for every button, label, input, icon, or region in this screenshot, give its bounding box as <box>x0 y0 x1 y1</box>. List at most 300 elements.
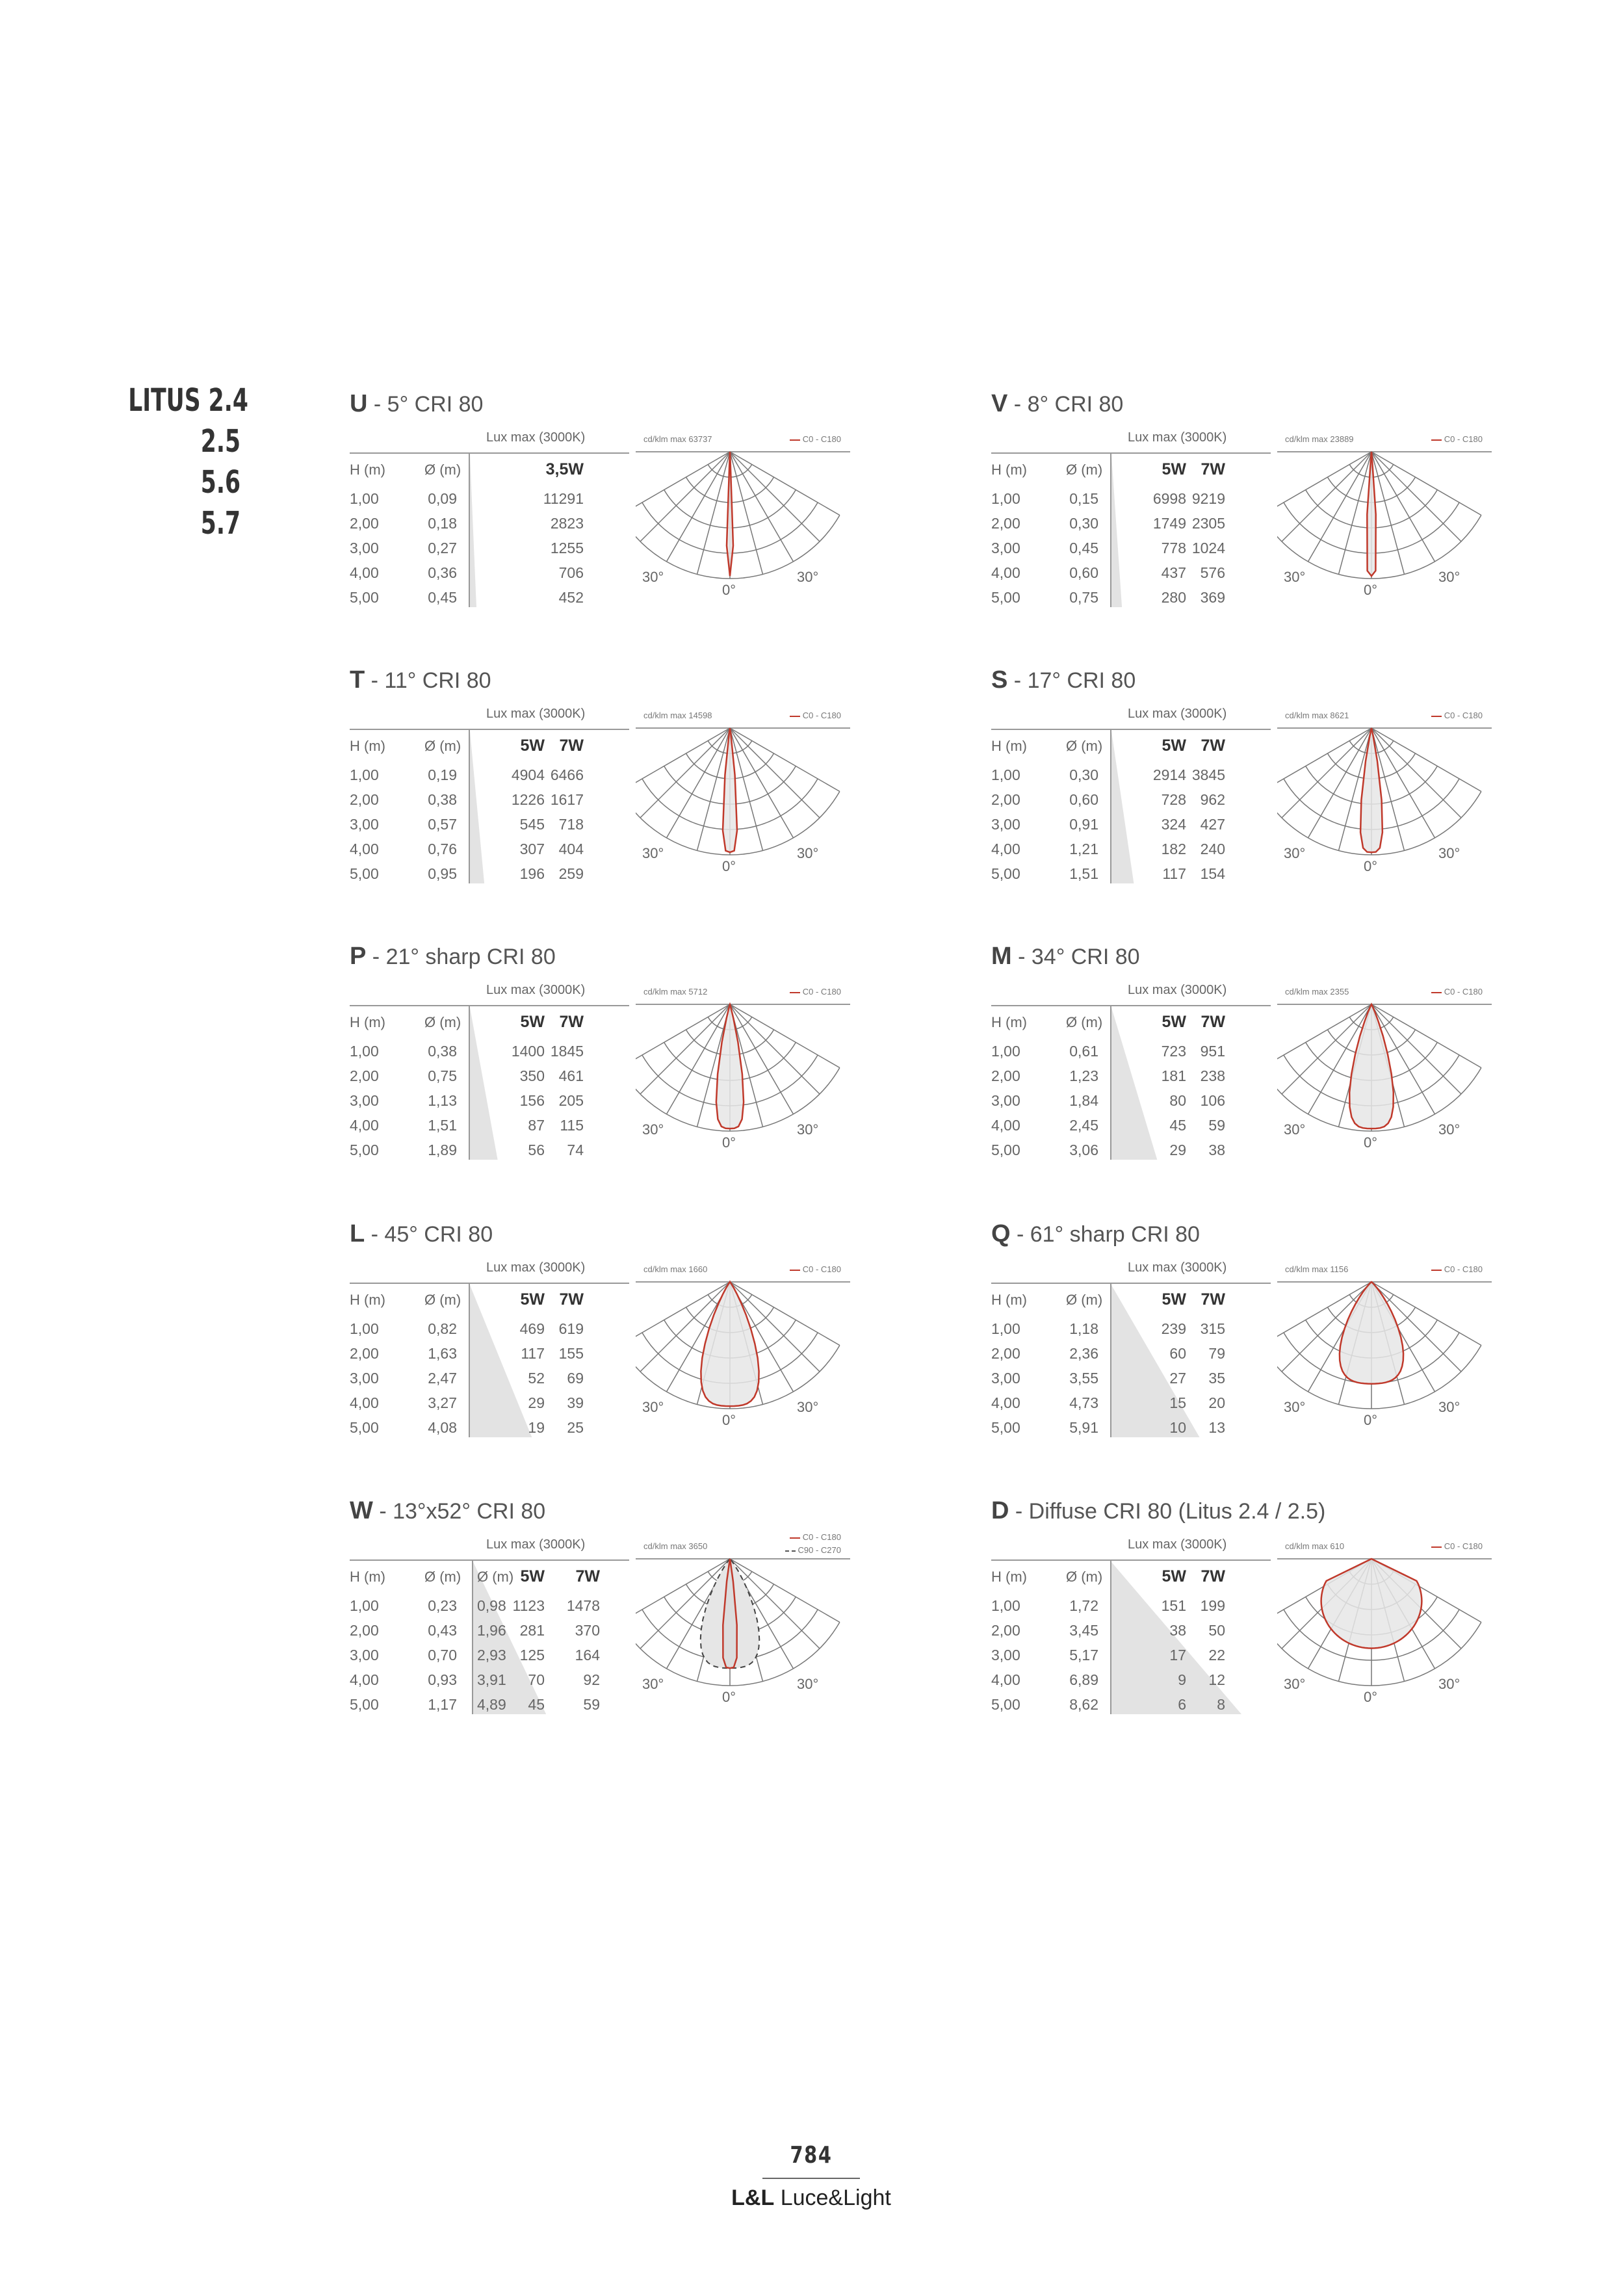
col-header-h: H (m) <box>991 1569 1027 1585</box>
angle-label-zero: 0° <box>1364 582 1378 598</box>
angle-label-right: 30° <box>797 569 819 585</box>
photometric-block-t <box>350 666 850 887</box>
beam-title <box>991 390 1123 418</box>
table-cell: 4904 <box>511 766 545 783</box>
table-cell: 5,00 <box>350 1696 379 1713</box>
table-cell: 1,00 <box>350 1320 379 1337</box>
table-cell: 3845 <box>1191 766 1225 783</box>
cdklm-label: cd/klm <box>643 1541 668 1551</box>
table-cell: 6 <box>1178 1696 1186 1713</box>
table-cell: 205 <box>558 1092 584 1109</box>
table-cell: 39 <box>567 1394 584 1411</box>
beam-title <box>350 666 491 694</box>
table-cell: 0,76 <box>428 841 457 857</box>
legend-label: C0 - C180 <box>802 1532 841 1542</box>
table-cell: 4,00 <box>350 564 379 581</box>
table-cell: 0,60 <box>1069 564 1098 581</box>
table-cell: 4,73 <box>1069 1394 1098 1411</box>
lux-table <box>350 430 629 612</box>
table-cell: 469 <box>519 1320 545 1337</box>
max-word: max <box>670 1264 686 1274</box>
table-cell: 52 <box>528 1370 545 1387</box>
table-cell: 0,43 <box>428 1622 457 1639</box>
beam-code: W <box>350 1497 373 1524</box>
table-cell: 1,00 <box>991 1043 1020 1060</box>
table-cell: 4,00 <box>350 841 379 857</box>
table-cell: 5,00 <box>350 589 379 606</box>
col-header-diameter: Ø (m) <box>424 462 461 478</box>
beam-title <box>350 943 556 971</box>
product-name <box>128 380 248 544</box>
beam-description: - 21° sharp CRI 80 <box>366 945 556 969</box>
table-cell: 3,00 <box>991 1370 1020 1387</box>
polar-radial-line <box>730 1004 820 1094</box>
legend-label: C0 - C180 <box>802 711 841 720</box>
table-cell: 718 <box>558 816 584 833</box>
table-cell: 2,93 <box>477 1647 506 1663</box>
max-word: max <box>1312 434 1328 444</box>
max-word: max <box>1312 1264 1328 1274</box>
table-cell: 238 <box>1200 1067 1225 1084</box>
col-header-power: 3,5W <box>545 460 584 478</box>
beam-description: - 8° CRI 80 <box>1007 392 1124 417</box>
cdklm-label: cd/klm <box>643 987 668 997</box>
brand-logo-text: L&L <box>731 2185 775 2210</box>
polar-diagram <box>1277 1260 1492 1429</box>
max-word: max <box>670 711 686 720</box>
wedge-fill <box>1111 1008 1157 1160</box>
legend-label: C0 - C180 <box>802 1264 841 1274</box>
table-cell: 0,95 <box>428 865 457 882</box>
table-header-rule <box>991 1559 1271 1561</box>
col-header-power: 7W <box>1201 460 1225 478</box>
table-cell: 1,00 <box>350 766 379 783</box>
col-header-power: 5W <box>1162 1290 1186 1309</box>
col-header-diameter: Ø (m) <box>1066 1014 1103 1030</box>
table-cell: 3,00 <box>350 1647 379 1663</box>
table-cell: 60 <box>1169 1345 1186 1362</box>
table-cell: 5,91 <box>1069 1419 1098 1436</box>
table-cell: 0,98 <box>477 1597 506 1614</box>
col-header-diameter: Ø (m) <box>424 1014 461 1030</box>
polar-radial-line <box>697 452 731 574</box>
table-header-rule <box>350 1005 629 1006</box>
legend-label: C0 - C180 <box>1444 1541 1483 1551</box>
table-cell: 1,00 <box>991 490 1020 507</box>
col-header-power: 7W <box>559 737 584 755</box>
wedge-fill <box>470 455 476 607</box>
table-cell: 0,19 <box>428 766 457 783</box>
cdklm-label: cd/klm <box>643 1264 668 1274</box>
polar-diagram <box>636 430 850 599</box>
table-cell: 728 <box>1161 791 1186 808</box>
angle-label-zero: 0° <box>1364 1134 1378 1151</box>
table-cell: 3,45 <box>1069 1622 1098 1639</box>
table-cell: 0,70 <box>428 1647 457 1663</box>
angle-label-right: 30° <box>1438 1676 1461 1692</box>
polar-diagram <box>636 707 850 876</box>
beam-code: L <box>350 1220 365 1247</box>
table-cell: 151 <box>1161 1597 1186 1614</box>
table-cell: 1478 <box>566 1597 600 1614</box>
photometric-block-v <box>991 390 1492 611</box>
col-header-power: 5W <box>1162 460 1186 478</box>
table-cell: 164 <box>575 1647 600 1663</box>
table-cell: 452 <box>558 589 584 606</box>
col-header-diameter: Ø (m) <box>424 1292 461 1308</box>
legend-label: C0 - C180 <box>1444 711 1483 720</box>
table-cell: 1226 <box>511 791 545 808</box>
max-word: max <box>1312 1541 1328 1551</box>
table-cell: 3,06 <box>1069 1141 1098 1158</box>
polar-radial-line <box>730 728 794 838</box>
table-cell: 0,82 <box>428 1320 457 1337</box>
table-cell: 2,00 <box>350 515 379 532</box>
beam-description: - Diffuse CRI 80 (Litus 2.4 / 2.5) <box>1009 1499 1326 1524</box>
table-cell: 370 <box>575 1622 600 1639</box>
max-value: 3650 <box>688 1541 708 1551</box>
col-header-power: 5W <box>520 1567 545 1585</box>
table-header-rule <box>991 729 1271 730</box>
max-value: 23889 <box>1330 434 1354 444</box>
table-cell: 10 <box>1169 1419 1186 1436</box>
beam-title <box>991 1497 1325 1525</box>
angle-label-zero: 0° <box>722 858 736 874</box>
table-cell: 80 <box>1169 1092 1186 1109</box>
polar-radial-line <box>1371 728 1481 792</box>
table-cell: 3,55 <box>1069 1370 1098 1387</box>
col-header-power: 7W <box>1201 737 1225 755</box>
table-cell: 181 <box>1161 1067 1186 1084</box>
table-cell: 0,18 <box>428 515 457 532</box>
table-cell: 11291 <box>543 490 584 507</box>
table-cell: 1,18 <box>1069 1320 1098 1337</box>
cdklm-label: cd/klm <box>643 711 668 720</box>
page-number: 784 <box>790 2142 833 2169</box>
table-cell: 17 <box>1169 1647 1186 1663</box>
table-header-rule <box>991 1005 1271 1006</box>
beam-description: - 61° sharp CRI 80 <box>1010 1222 1200 1247</box>
table-cell: 115 <box>560 1117 584 1134</box>
table-cell: 0,38 <box>428 791 457 808</box>
lux-max-header: Lux max (3000K) <box>486 983 586 997</box>
angle-label-left: 30° <box>642 1399 664 1415</box>
col-header-diameter: Ø (m) <box>1066 1569 1103 1585</box>
beam-title <box>991 943 1140 971</box>
legend-label: C0 - C180 <box>802 987 841 997</box>
col-header-power: 7W <box>559 1290 584 1309</box>
table-cell: 2914 <box>1152 766 1186 783</box>
table-cell: 0,15 <box>1069 490 1098 507</box>
angle-label-right: 30° <box>1438 1121 1461 1138</box>
table-cell: 35 <box>1208 1370 1225 1387</box>
table-cell: 3,00 <box>350 540 379 556</box>
photometric-block-w <box>350 1497 850 1718</box>
photometric-block-p <box>350 943 850 1164</box>
legend-label: C0 - C180 <box>1444 987 1483 997</box>
table-cell: 280 <box>1161 589 1186 606</box>
polar-curve-c0 <box>716 1004 744 1128</box>
polar-radial-line <box>1371 452 1461 541</box>
table-cell: 155 <box>558 1345 584 1362</box>
cdklm-label: cd/klm <box>1285 711 1310 720</box>
table-cell: 2,36 <box>1069 1345 1098 1362</box>
table-cell: 3,27 <box>428 1394 457 1411</box>
angle-label-zero: 0° <box>722 582 736 598</box>
polar-curve-c0 <box>1321 1559 1422 1649</box>
table-cell: 2,00 <box>350 1622 379 1639</box>
table-cell: 5,00 <box>991 865 1020 882</box>
polar-curve-c0 <box>1367 452 1375 576</box>
col-header-h: H (m) <box>350 1569 385 1585</box>
table-cell: 6,89 <box>1069 1671 1098 1688</box>
table-cell: 12 <box>1208 1671 1225 1688</box>
max-value: 63737 <box>688 434 712 444</box>
angle-label-zero: 0° <box>722 1134 736 1151</box>
photometric-block-u <box>350 390 850 611</box>
beam-code: M <box>991 943 1012 970</box>
polar-curve-c0 <box>701 1282 759 1406</box>
table-cell: 1,51 <box>1069 865 1098 882</box>
beam-description: - 45° CRI 80 <box>365 1222 493 1247</box>
col-header-power: 7W <box>1201 1290 1225 1309</box>
angle-label-left: 30° <box>642 1676 664 1692</box>
table-cell: 1,63 <box>428 1345 457 1362</box>
table-cell: 2,00 <box>350 791 379 808</box>
table-cell: 70 <box>528 1671 545 1688</box>
lux-max-header: Lux max (3000K) <box>1128 983 1227 997</box>
cdklm-label: cd/klm <box>1285 434 1310 444</box>
beam-code: Q <box>991 1220 1011 1247</box>
col-header-power: 5W <box>520 1013 545 1031</box>
table-cell: 1,00 <box>350 1597 379 1614</box>
col-header-h: H (m) <box>350 462 385 478</box>
table-cell: 369 <box>1200 589 1225 606</box>
polar-diagram <box>1277 983 1492 1152</box>
col-header-h: H (m) <box>991 1014 1027 1030</box>
table-cell: 3,00 <box>350 816 379 833</box>
col-header-diameter: Ø (m) <box>1066 738 1103 754</box>
table-cell: 0,36 <box>428 564 457 581</box>
polar-radial-line <box>1371 452 1435 562</box>
legend-label: C0 - C180 <box>1444 434 1483 444</box>
col-header-h: H (m) <box>350 738 385 754</box>
lux-table <box>350 707 629 889</box>
angle-label-left: 30° <box>1284 1676 1306 1692</box>
table-cell: 3,91 <box>477 1671 506 1688</box>
polar-radial-line <box>667 728 731 838</box>
lux-table <box>991 1260 1271 1442</box>
polar-radial-line <box>730 1004 840 1068</box>
col-header-h: H (m) <box>991 462 1027 478</box>
table-cell: 350 <box>519 1067 545 1084</box>
angle-label-right: 30° <box>1438 1399 1461 1415</box>
beam-title <box>350 390 483 418</box>
polar-radial-line <box>1308 452 1372 562</box>
table-cell: 2305 <box>1191 515 1225 532</box>
polar-radial-line <box>730 452 820 541</box>
col-header-power: 7W <box>1201 1567 1225 1585</box>
table-cell: 0,75 <box>428 1067 457 1084</box>
polar-radial-line <box>730 452 840 515</box>
table-cell: 1,00 <box>991 766 1020 783</box>
table-cell: 1,13 <box>428 1092 457 1109</box>
table-cell: 8,62 <box>1069 1696 1098 1713</box>
table-cell: 2,00 <box>350 1067 379 1084</box>
table-cell: 461 <box>558 1067 584 1084</box>
angle-label-right: 30° <box>797 1121 819 1138</box>
table-cell: 4,00 <box>991 841 1020 857</box>
table-cell: 38 <box>1169 1622 1186 1639</box>
table-header-rule <box>350 452 629 454</box>
col-header-h: H (m) <box>350 1014 385 1030</box>
wedge-fill <box>1111 1285 1200 1437</box>
table-cell: 4,00 <box>991 1671 1020 1688</box>
table-cell: 1,00 <box>350 1043 379 1060</box>
table-cell: 0,45 <box>428 589 457 606</box>
polar-radial-line <box>1371 728 1461 818</box>
polar-diagram <box>1277 1537 1492 1706</box>
cdklm-label: cd/klm <box>1285 1264 1310 1274</box>
table-cell: 1845 <box>550 1043 584 1060</box>
angle-label-zero: 0° <box>722 1689 736 1705</box>
table-cell: 1,00 <box>350 490 379 507</box>
beam-title <box>991 1220 1200 1248</box>
max-word: max <box>1312 711 1328 720</box>
angle-label-zero: 0° <box>1364 1412 1378 1428</box>
table-cell: 0,93 <box>428 1671 457 1688</box>
table-cell: 723 <box>1161 1043 1186 1060</box>
table-cell: 404 <box>558 841 584 857</box>
polar-curve-c0 <box>1340 1282 1403 1384</box>
table-cell: 5,00 <box>350 865 379 882</box>
table-cell: 1,00 <box>991 1597 1020 1614</box>
table-cell: 2,45 <box>1069 1117 1098 1134</box>
polar-diagram <box>1277 430 1492 599</box>
angle-label-zero: 0° <box>1364 1689 1378 1705</box>
table-cell: 106 <box>1200 1092 1225 1109</box>
angle-label-right: 30° <box>797 1399 819 1415</box>
table-cell: 25 <box>567 1419 584 1436</box>
col-header-power: 5W <box>1162 1013 1186 1031</box>
table-cell: 125 <box>519 1647 545 1663</box>
angle-label-right: 30° <box>1438 845 1461 861</box>
table-cell: 45 <box>528 1696 545 1713</box>
max-value: 8621 <box>1330 711 1349 720</box>
lux-table <box>991 430 1271 612</box>
table-cell: 2,00 <box>991 1067 1020 1084</box>
table-cell: 239 <box>1161 1320 1186 1337</box>
col-header-h: H (m) <box>991 1292 1027 1308</box>
table-cell: 427 <box>1200 816 1225 833</box>
angle-label-right: 30° <box>1438 569 1461 585</box>
lux-table <box>991 983 1271 1165</box>
table-cell: 315 <box>1200 1320 1225 1337</box>
cdklm-label: cd/klm <box>1285 1541 1310 1551</box>
max-value: 610 <box>1330 1541 1345 1551</box>
table-cell: 154 <box>1200 865 1225 882</box>
table-cell: 1,89 <box>428 1141 457 1158</box>
brand-name: Luce&Light <box>774 2185 891 2210</box>
polar-radial-line <box>1282 452 1371 541</box>
cdklm-label: cd/klm <box>1285 987 1310 997</box>
polar-diagram <box>636 1260 850 1429</box>
table-cell: 5,00 <box>991 1141 1020 1158</box>
beam-description: - 5° CRI 80 <box>367 392 484 417</box>
polar-radial-line <box>730 728 820 818</box>
polar-radial-line <box>1371 452 1481 515</box>
table-cell: 2,00 <box>991 1345 1020 1362</box>
product-line: 5.7 <box>200 505 240 541</box>
col-header-power: 7W <box>575 1567 600 1585</box>
table-cell: 3,00 <box>991 816 1020 833</box>
beam-description: - 34° CRI 80 <box>1011 945 1140 969</box>
table-cell: 79 <box>1208 1345 1225 1362</box>
polar-curve-c0 <box>1360 728 1383 852</box>
beam-code: D <box>991 1497 1009 1524</box>
table-cell: 2,00 <box>991 515 1020 532</box>
table-cell: 117 <box>521 1345 545 1362</box>
beam-title <box>991 666 1136 694</box>
angle-label-right: 30° <box>797 845 819 861</box>
table-cell: 1,17 <box>428 1696 457 1713</box>
table-cell: 2,00 <box>350 1345 379 1362</box>
table-cell: 1400 <box>511 1043 545 1060</box>
table-cell: 706 <box>558 564 584 581</box>
table-header-rule <box>350 1283 629 1284</box>
table-cell: 778 <box>1161 540 1186 556</box>
table-cell: 4,00 <box>350 1394 379 1411</box>
table-cell: 0,61 <box>1069 1043 1098 1060</box>
table-cell: 1,23 <box>1069 1067 1098 1084</box>
photometric-block-m <box>991 943 1492 1164</box>
table-cell: 45 <box>1169 1117 1186 1134</box>
table-cell: 4,00 <box>350 1671 379 1688</box>
table-cell: 1,96 <box>477 1622 506 1639</box>
angle-label-left: 30° <box>642 845 664 861</box>
table-cell: 0,38 <box>428 1043 457 1060</box>
table-cell: 437 <box>1161 564 1186 581</box>
lux-max-header: Lux max (3000K) <box>486 707 586 721</box>
table-cell: 19 <box>528 1419 545 1436</box>
table-cell: 4,00 <box>991 1394 1020 1411</box>
cdklm-label: cd/klm <box>643 434 668 444</box>
lux-max-header: Lux max (3000K) <box>1128 707 1227 721</box>
table-cell: 20 <box>1208 1394 1225 1411</box>
lux-max-header: Lux max (3000K) <box>1128 1260 1227 1275</box>
angle-label-right: 30° <box>797 1676 819 1692</box>
angle-label-left: 30° <box>1284 1399 1306 1415</box>
lux-table <box>991 707 1271 889</box>
polar-curve-c0 <box>1349 1004 1394 1128</box>
table-cell: 13 <box>1208 1419 1225 1436</box>
lux-max-header: Lux max (3000K) <box>486 1260 586 1275</box>
table-cell: 2,00 <box>991 791 1020 808</box>
table-cell: 29 <box>1169 1141 1186 1158</box>
table-cell: 0,30 <box>1069 515 1098 532</box>
table-cell: 196 <box>519 865 545 882</box>
beam-title <box>350 1220 493 1248</box>
table-cell: 307 <box>519 841 545 857</box>
table-cell: 0,60 <box>1069 791 1098 808</box>
table-cell: 92 <box>583 1671 600 1688</box>
col-header-power: 7W <box>559 1013 584 1031</box>
angle-label-left: 30° <box>1284 569 1306 585</box>
polar-diagram <box>1277 707 1492 876</box>
table-cell: 1123 <box>512 1597 545 1614</box>
max-value: 5712 <box>688 987 708 997</box>
col-header-h: H (m) <box>350 1292 385 1308</box>
